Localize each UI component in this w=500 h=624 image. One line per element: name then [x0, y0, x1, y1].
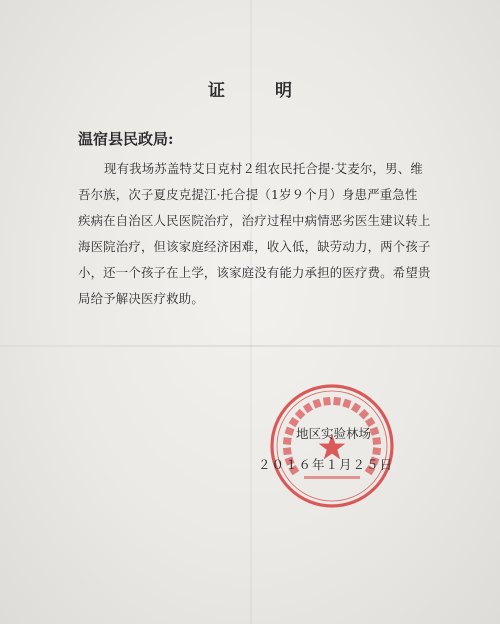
seal-character-mark [323, 397, 331, 406]
body-text [78, 156, 438, 312]
body-line: 疾病在自治区人民医院治疗，治疗过程中病情恶劣医生建议转上 [78, 213, 431, 228]
body-line: 海医院治疗，但该家庭经济困难，收入低，缺劳动力，两个孩子 [78, 239, 431, 254]
official-seal-stamp [266, 380, 398, 512]
body-line: 吾尔族，次子夏皮克提江·托合提（1岁９个月）身患严重急性 [78, 187, 418, 202]
addressee: 温宿县民政局: [78, 130, 174, 148]
seal-character-mark [312, 399, 321, 409]
seal-character-mark [359, 409, 370, 420]
body-line: 现有我场苏盖特艾日克村２组农民托合提·艾麦尔，男、维 [104, 161, 423, 176]
seal-character-mark [283, 447, 292, 455]
seal-character-mark [351, 403, 361, 413]
seal-character-mark [372, 447, 381, 455]
document-title: 证 明 [208, 81, 314, 101]
document-date: ２０１６年１月２５日 [258, 457, 394, 472]
seal-character-mark [372, 437, 381, 445]
seal-character-mark [295, 409, 306, 420]
seal-character-mark [370, 427, 380, 436]
body-line: 局给予解决医疗救助。 [78, 291, 204, 306]
seal-character-mark [333, 397, 341, 406]
issuer-name: 地区实验林场 [296, 426, 372, 441]
body-line: 小，还一个孩子在上学，该家庭没有能力承担的医疗费。希望贵 [78, 265, 431, 280]
seal-character-mark [285, 427, 295, 436]
seal-character-mark [283, 437, 292, 445]
seal-character-mark [303, 403, 313, 413]
seal-character-mark [342, 399, 351, 409]
